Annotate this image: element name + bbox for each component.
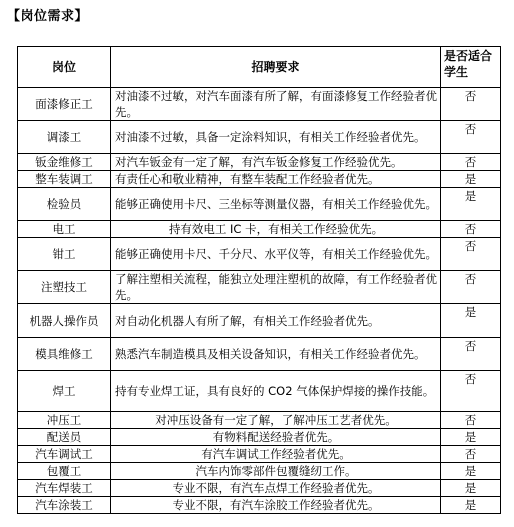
cell-suitable: 否 [441,221,501,238]
cell-position: 钳工 [18,238,111,271]
cell-requirement: 能够正确使用卡尺、三坐标等测量仪器，有相关工作经验优先。 [111,188,441,221]
cell-suitable: 是 [441,171,501,188]
cell-position: 注塑技工 [18,271,111,304]
cell-requirement: 对冲压设备有一定了解，了解冲压工艺者优先。 [111,412,441,429]
cell-position: 模具维修工 [18,338,111,371]
table-row [18,429,501,446]
table-row [18,304,501,338]
cell-suitable: 否 [441,238,501,271]
cell-position: 汽车焊装工 [18,480,111,497]
table-row [18,271,501,304]
cell-suitable: 否 [441,371,501,412]
cell-suitable: 否 [441,412,501,429]
cell-suitable: 否 [441,121,501,154]
section-title: 【岗位需求】 [7,9,89,24]
cell-position: 机器人操作员 [18,304,111,338]
cell-requirement: 持有效电工 IC 卡，有相关工作经验优先。 [111,221,441,238]
cell-suitable: 是 [441,188,501,221]
cell-requirement: 持有专业焊工证，具有良好的 CO2 气体保护焊接的操作技能。 [111,371,441,412]
cell-requirement: 对油漆不过敏，具备一定涂料知识，有相关工作经验者优先。 [111,121,441,154]
cell-position: 汽车调试工 [18,446,111,463]
cell-requirement: 能够正确使用卡尺、千分尺、水平仪等，有相关工作经验优先。 [111,238,441,271]
cell-requirement: 熟悉汽车制造模具及相关设备知识，有相关工作经验者优先。 [111,338,441,371]
table-row [18,371,501,412]
cell-position: 冲压工 [18,412,111,429]
cell-requirement: 汽车内饰零部件包覆缝纫工作。 [111,463,441,480]
table-row [18,154,501,171]
table-row [18,412,501,429]
table-row [18,221,501,238]
table-row [18,171,501,188]
cell-requirement: 专业不限，有汽车涂胶工作经验者优先。 [111,497,441,514]
table-row [18,88,501,121]
cell-position: 焊工 [18,371,111,412]
cell-position: 包覆工 [18,463,111,480]
header-suitable: 是否适合学生 [441,47,501,88]
table-row [18,463,501,480]
table-row [18,238,501,271]
header-position: 岗位 [18,47,111,88]
cell-suitable: 是 [441,429,501,446]
table-row [18,480,501,497]
table-header-row [18,47,501,88]
cell-suitable: 否 [441,271,501,304]
cell-requirement: 有物料配送经验者优先。 [111,429,441,446]
cell-suitable: 是 [441,304,501,338]
cell-requirement: 对自动化机器人有所了解，有相关工作经验者优先。 [111,304,441,338]
table-row [18,497,501,514]
cell-position: 电工 [18,221,111,238]
cell-position: 配送员 [18,429,111,446]
table-row [18,446,501,463]
cell-requirement: 专业不限，有汽车点焊工作经验者优先。 [111,480,441,497]
cell-requirement: 有汽车调试工作经验者优先。 [111,446,441,463]
job-requirements-table [17,46,501,514]
table-row [18,121,501,154]
cell-position: 面漆修正工 [18,88,111,121]
cell-suitable: 是 [441,463,501,480]
header-requirement: 招聘要求 [111,47,441,88]
cell-suitable: 是 [441,497,501,514]
cell-suitable: 否 [441,88,501,121]
cell-requirement: 对油漆不过敏，对汽车面漆有所了解，有面漆修复工作经验者优先。 [111,88,441,121]
cell-suitable: 是 [441,480,501,497]
cell-position: 调漆工 [18,121,111,154]
cell-position: 汽车涂装工 [18,497,111,514]
cell-suitable: 否 [441,446,501,463]
cell-requirement: 对汽车钣金有一定了解，有汽车钣金修复工作经验优先。 [111,154,441,171]
table-row [18,338,501,371]
cell-requirement: 了解注塑相关流程，能独立处理注塑机的故障，有工作经验者优先。 [111,271,441,304]
cell-suitable: 否 [441,154,501,171]
table-row [18,188,501,221]
cell-position: 检验员 [18,188,111,221]
cell-suitable: 否 [441,338,501,371]
cell-position: 钣金维修工 [18,154,111,171]
cell-position: 整车装调工 [18,171,111,188]
cell-requirement: 有责任心和敬业精神，有整车装配工作经验者优先。 [111,171,441,188]
